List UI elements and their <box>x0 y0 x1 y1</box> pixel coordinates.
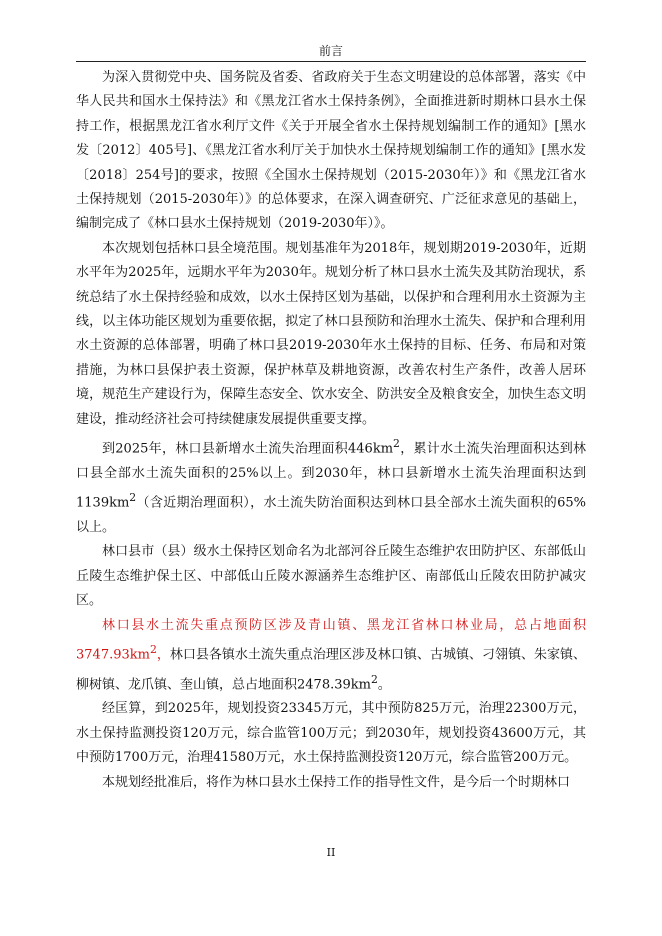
targets-superscript-a: 2 <box>393 437 400 451</box>
targets-superscript-b: 2 <box>129 491 137 505</box>
paragraph-zoning: 林口县市（县）级水土保持区划命名为北部河谷丘陵生态维护农田防护区、东部低山丘陵生态维护保土区、中部低山丘陵水源涵养生态维护区、南部低山丘陵农田防护减灾区。 <box>76 544 586 609</box>
prevention-area-superscript: 2 <box>149 643 157 656</box>
governance-area-tail: 。 <box>377 677 391 693</box>
paragraph-approval: 本规划经批准后，将作为林口县水土保持工作的指导性文件，是今后一个时期林口 <box>102 774 571 790</box>
paragraph-investment: 经匡算，到2025年，规划投资23345万元，其中预防825万元，治理22300万元，水土保持监测投资120万元，综合监管100万元；到2030年，规划投资43600万元，其中预防1700万元，治理41580万元，水土保持监测投资120万元，综合监管200万元。 <box>76 701 586 766</box>
document-body <box>76 66 586 795</box>
prevention-area-highlight: 林口县水土流失重点预防区涉及青山镇、黑龙江省林口林业局，总占地面积3747.93km <box>76 617 586 663</box>
page-number: II <box>326 846 336 859</box>
paragraph-scope: 本次规划包括林口县全境范围。规划基准年为2018年，规划期2019-2030年，近期水平年为2025年，远期水平年为2030年。规划分析了林口县水土流失及其防治现状，系统总结了水土保持经验和成效，以水土保持区划为基础，以保护和合理利用水土资源为主线，以主体功能区规划为重要依据，拟定了林口县预防和治理水土流失、保护和合理利用水土资源的总体部署，明确了林口县2019-2030年水土保持的目标、任务、布局和对策措施，为林口县保护表土资源，保护林草及耕地资源，改善农村生产条件，改善人居环境，规范生产建设行为，保障生态安全、饮水安全、防洪安全及粮食安全，加快生态文明建设，推动经济社会可持续健康发展提供重要支撑。 <box>76 240 586 427</box>
paragraph-background: 为深入贯彻党中央、国务院及省委、省政府关于生态文明建设的总体部署，落实《中华人民共和国水土保持法》和《黑龙江省水土保持条例》，全面推进新时期林口县水土保持工作，根据黑龙江省水利厅文件《关于开展全省水土保持规划编制工作的通知》[黑水发〔2012〕405号]、《黑龙江省水利厅关于加快水土保持规划编制工作的通知》[黑水发〔2018〕254号]的要求，按照《全国水土保持规划（2015-2030年）》和《黑龙江省水土保持规划（2015-2030年）》的总体要求，在深入调查研究、广泛征求意见的基础上，编制完成了《林口县水土保持规划（2019-2030年）》。 <box>76 70 586 232</box>
targets-text-b: ，累计水土流失治理面积达到林口县全部水土流失面积的25%以上。到2030年，林口县新增水土流失治理面积达到1139km <box>76 441 586 511</box>
prevention-area-comma: ， <box>156 647 170 663</box>
targets-text-a: 到2025年，林口县新增水土流失治理面积446km <box>102 441 394 457</box>
governance-area-superscript: 2 <box>370 672 378 686</box>
governance-area-text: 林口县各镇水土流失重点治理区涉及林口镇、古城镇、刁翎镇、朱家镇、柳树镇、龙爪镇、奎山镇，总占地面积2478.39km <box>76 647 586 693</box>
paragraph-targets <box>76 432 586 540</box>
paragraph-key-areas <box>76 614 586 698</box>
page-header: 前言 <box>318 44 343 58</box>
targets-text-c: （含近期治理面积），水土流失防治面积达到林口县全部水土流失面积的65%以上。 <box>76 495 586 535</box>
header-divider <box>76 61 586 62</box>
